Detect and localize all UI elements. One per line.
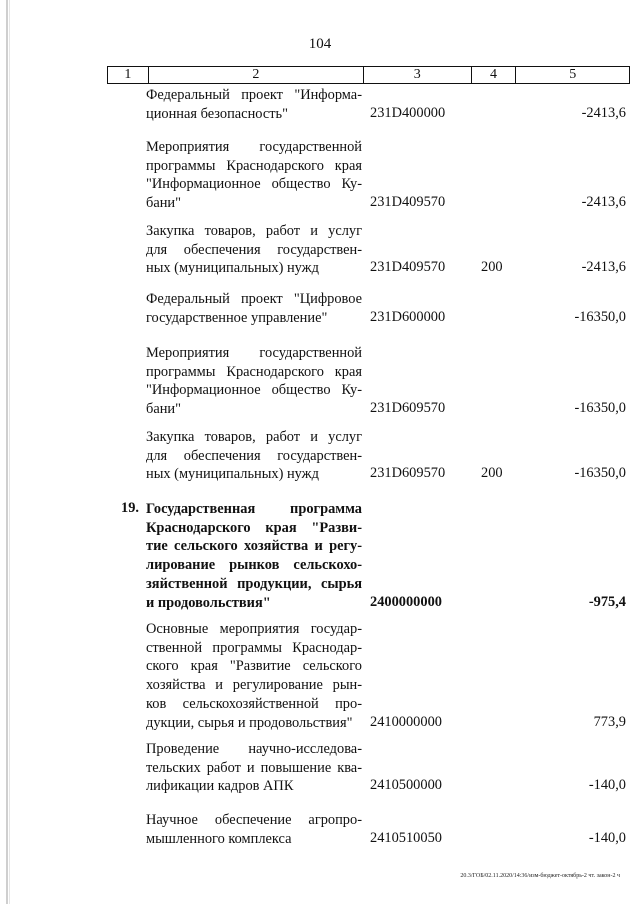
row-name-line: Закупка товаров, работ и услуг <box>146 429 362 445</box>
row-amount: -2413,6 <box>581 194 626 210</box>
row-amount: -140,0 <box>588 777 626 793</box>
row-name-line: Краснодарского края "Разви- <box>146 519 362 536</box>
footer-stamp: 20.3/ГОБ/02.11.2020/14:36/изм-бюджет-октябрь-2 чт. закон-2 ч <box>460 873 620 879</box>
row-name-line: Основные мероприятия государ- <box>146 621 362 637</box>
row-name-line: зяйственной продукции, сырья <box>146 575 362 592</box>
row-name-line: Научное обеспечение агропро- <box>146 812 362 828</box>
row-amount: -2413,6 <box>581 259 626 275</box>
row-code: 231D400000 <box>370 105 446 121</box>
row-code: 231D609570 <box>370 400 446 416</box>
row-code: 231D600000 <box>370 309 446 325</box>
row-name-line: "Информационное общество Ку- <box>146 382 362 399</box>
row-name-line: Мероприятия государственной <box>146 345 362 361</box>
row-name <box>146 222 362 278</box>
row-name-line: бани" <box>146 195 181 212</box>
row-name-line: ных (муниципальных) нужд <box>146 466 319 483</box>
header-col-5: 5 <box>516 67 630 84</box>
row-name-line: программы Краснодарского края <box>146 363 362 380</box>
header-col-1: 1 <box>108 67 149 84</box>
row-name-line: хозяйства и регулирование рын- <box>146 677 362 694</box>
scan-edge <box>6 0 8 904</box>
row-amount: -16350,0 <box>574 400 626 416</box>
row-name <box>146 500 362 612</box>
page-number: 104 <box>308 36 332 52</box>
row-amount: -16350,0 <box>574 465 626 481</box>
row-name-line: ков сельскохозяйственной про- <box>146 695 362 712</box>
row-name-line: тие сельского хозяйства и регу- <box>146 538 362 555</box>
row-name-line: для обеспечения государствен- <box>146 447 362 464</box>
row-amount: 773,9 <box>593 714 626 730</box>
row-name-line: Государственная программа <box>146 501 362 517</box>
row-name-line: и продовольствия" <box>146 594 271 611</box>
row-name-line: ционная безопасность" <box>146 105 288 122</box>
row-name-line: "Информационное общество Ку- <box>146 176 362 193</box>
row-name-line: ственной программы Краснодар- <box>146 639 362 656</box>
row-name-line: Закупка товаров, работ и услуг <box>146 223 362 239</box>
header-col-4: 4 <box>471 67 516 84</box>
row-name <box>146 138 362 213</box>
row-name-line: государственное управление" <box>146 309 328 326</box>
row-amount: -16350,0 <box>574 309 626 325</box>
row-name-line: программы Краснодарского края <box>146 157 362 174</box>
header-col-2: 2 <box>148 67 363 84</box>
row-amount: -2413,6 <box>581 105 626 121</box>
row-name <box>146 811 362 848</box>
row-name-line: ского края "Развитие сельского <box>146 658 362 675</box>
scan-edge-shadow <box>9 0 10 904</box>
row-name-line: Проведение научно-исследова- <box>146 741 362 757</box>
row-name-line: Федеральный проект "Информа- <box>146 87 362 103</box>
row-name-line: бани" <box>146 401 181 418</box>
row-name-line: лирование рынков сельскохо- <box>146 557 362 574</box>
row-amount: -975,4 <box>588 594 626 610</box>
row-code: 2400000000 <box>370 594 442 610</box>
row-code: 2410500000 <box>370 777 442 793</box>
row-code: 2410000000 <box>370 714 442 730</box>
row-name-line: лификации кадров АПК <box>146 778 294 795</box>
row-code: 231D409570 <box>370 259 446 275</box>
row-name-line: тельских работ и повышение ква- <box>146 759 362 776</box>
row-name <box>146 740 362 796</box>
row-name <box>146 86 362 123</box>
row-name <box>146 344 362 419</box>
row-name-line: ных (муниципальных) нужд <box>146 260 319 277</box>
row-code: 231D609570 <box>370 465 446 481</box>
row-name-line: Федеральный проект "Цифровое <box>146 291 362 307</box>
row-name-line: дукции, сырья и продовольствия" <box>146 714 353 731</box>
row-code: 231D409570 <box>370 194 446 210</box>
row-expense-type: 200 <box>481 259 503 275</box>
row-name-line: Мероприятия государственной <box>146 139 362 155</box>
table-header <box>107 66 630 84</box>
row-name <box>146 428 362 484</box>
row-name <box>146 620 362 732</box>
header-col-3: 3 <box>363 67 471 84</box>
row-number: 19. <box>121 500 139 516</box>
row-name-line: для обеспечения государствен- <box>146 241 362 258</box>
row-name <box>146 290 362 327</box>
row-amount: -140,0 <box>588 830 626 846</box>
row-code: 2410510050 <box>370 830 442 846</box>
row-expense-type: 200 <box>481 465 503 481</box>
row-name-line: мышленного комплекса <box>146 830 292 847</box>
